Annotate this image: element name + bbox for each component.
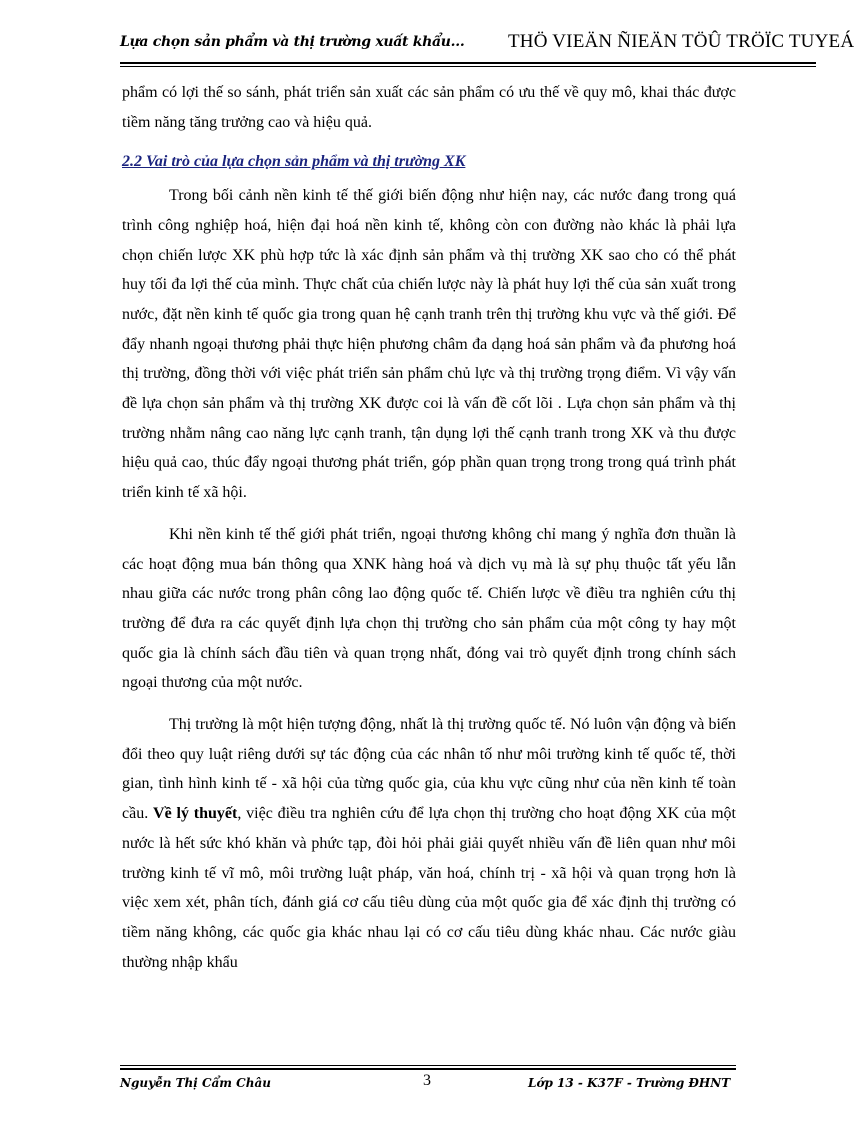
footer-rule-thin [120, 1065, 736, 1066]
intro-continuation-paragraph: phẩm có lợi thế so sánh, phát triển sản xuất các sản phẩm có ưu thế về quy mô, khai thác được tiềm năng tăng trưởng cao và hiệu quả. [122, 84, 736, 131]
header-rule-thin [120, 66, 816, 67]
footer-page-number: 3 [423, 1072, 431, 1089]
paragraph-2: Khi nền kinh tế thế giới phát triển, ngoại thương không chỉ mang ý nghĩa đơn thuần là các hoạt động mua bán thông qua XNK hàng hoá và dịch vụ mà là sự phụ thuộc tất yếu lẫn nhau giữa các nước trong phân công lao động quốc tế. Chiến lược về điều tra nghiên cứu thị trường để đưa ra các quyết định lựa chọn thị trường cho sản phẩm của một công ty hay một quốc gia là chính sách đầu tiên và quan trọng nhất, đóng vai trò quyết định trong chính sách ngoại thương của một nước. [122, 525, 736, 692]
footer-class-info: Lớp 13 - K37F - Trường ĐHNT [528, 1076, 731, 1090]
paragraph-3-bold-phrase: Về lý thuyết [153, 805, 238, 823]
header-library-name: THÖ VIEÄN ÑIEÄN TÖÛ TRÖÏC TUYEÁ [508, 31, 854, 52]
header-document-title: Lựa chọn sản phẩm và thị trường xuất khẩu... [120, 34, 465, 50]
document-body [122, 78, 736, 977]
paragraph-3 [122, 710, 736, 977]
header-rule-thick [120, 62, 816, 64]
footer-author: Nguyễn Thị Cẩm Châu [120, 1076, 271, 1090]
footer-rule-thick [120, 1068, 736, 1070]
paragraph-1: Trong bối cảnh nền kinh tế thế giới biến động như hiện nay, các nước đang trong quá trình công nghiệp hoá, hiện đại hoá nền kinh tế, không còn con đường nào khác là phải lựa chọn chiến lược XK phù hợp tức là xác định sản phẩm và thị trường XK sao cho có thể phát huy tối đa lợi thế của mình. Thực chất của chiến lược này là phát huy lợi thế của sản xuất trong nước, đặt nền kinh tế quốc gia trong quan hệ cạnh tranh trên thị trường khu vực và thế giới. Để đẩy nhanh ngoại thương phải thực hiện phương châm đa dạng hoá sản phẩm và đa phương hoá thị trường, đồng thời với việc phát triển sản phẩm chủ lực và thị trường trọng điểm. Vì vậy vấn đề lựa chọn sản phẩm và thị trường XK được coi là vấn đề cốt lõi . Lựa chọn sản phẩm và thị trường nhằm nâng cao năng lực cạnh tranh, tận dụng lợi thế cạnh tranh trong XK và thu được hiệu quả cao, thúc đẩy ngoại thương phát triển, góp phần quan trọng trong trong quá trình phát triển kinh tế xã hội. [122, 187, 736, 502]
paragraph-3-start: Thị trường là một hiện tượng động, nhất là thị trường quốc tế. Nó luôn vận động và biến đổi theo quy luật riêng dưới sự tác động của các nhân tố như môi trường kinh tế quốc tế, thời gian, tình hình kinh tế - xã hội của từng quốc gia, của khu vực cũng như của nền kinh tế toàn cầu. [122, 716, 736, 823]
section-heading: 2.2 Vai trò của lựa chọn sản phẩm và thị trường XK [122, 153, 466, 171]
paragraph-3-end: , việc điều tra nghiên cứu để lựa chọn thị trường cho hoạt động XK của một nước là hết sức khó khăn và phức tạp, đòi hỏi phải giải quyết nhiều vấn đề liên quan như môi trường kinh tế vĩ mô, môi trường luật pháp, văn hoá, chính trị - xã hội và quan trọng hơn là việc xem xét, phân tích, đánh giá cơ cấu tiêu dùng của một quốc gia để xác định thị trường có tiềm năng không, các quốc gia khác nhau lại có cơ cấu tiêu dùng khác nhau. Các nước giàu thường nhập khẩu [122, 805, 737, 971]
